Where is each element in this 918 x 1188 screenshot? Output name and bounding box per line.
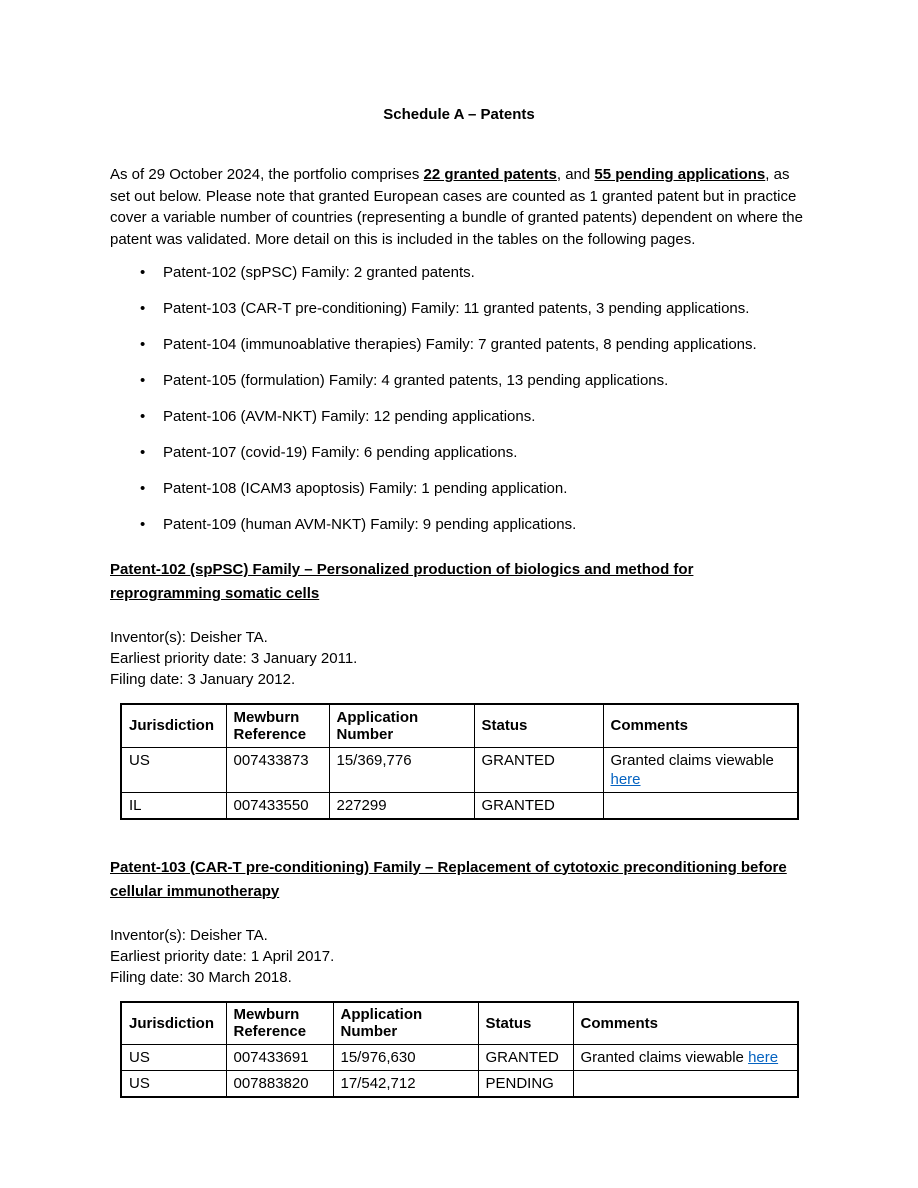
patent-family-text: Patent-109 (human AVM-NKT) Family: 9 pending applications. (163, 516, 577, 533)
section-meta (110, 627, 808, 690)
col-header-application-number: Application Number (333, 1002, 478, 1045)
reference-cell: 007433691 (226, 1045, 333, 1071)
granted-claims-link[interactable]: here (748, 1049, 779, 1066)
intro-text-1: As of 29 October 2024, the portfolio comprises (110, 166, 424, 183)
col-header-jurisdiction: Jurisdiction (121, 704, 226, 747)
table-header-row (121, 704, 798, 747)
col-header-application-number: Application Number (329, 704, 474, 747)
patent-family-item (110, 370, 808, 391)
section-heading: Patent-102 (spPSC) Family – Personalized production of biologics and method for reprogramming somatic cells (110, 561, 694, 602)
table-header-row (121, 1002, 798, 1045)
section-heading: Patent-103 (CAR-T pre-conditioning) Family – Replacement of cytotoxic preconditioning before cellular immunotherapy (110, 858, 787, 900)
jurisdiction-cell: US (121, 747, 226, 792)
status-cell: GRANTED (478, 1045, 573, 1071)
patent-table-103 (120, 1001, 799, 1099)
comments-cell (573, 1045, 798, 1071)
comment-text: Granted claims viewable (580, 1049, 749, 1066)
patent-family-text: Patent-106 (AVM-NKT) Family: 12 pending applications. (163, 408, 536, 425)
section-meta (110, 925, 808, 988)
inventors-line: Inventor(s): Deisher TA. (110, 629, 268, 646)
application-cell: 17/542,712 (333, 1071, 478, 1098)
table-row (121, 1045, 798, 1071)
table-row (121, 792, 798, 819)
table-row (121, 1071, 798, 1098)
granted-patents-count: 22 granted patents (423, 166, 557, 183)
patent-family-item (110, 514, 808, 535)
col-header-status: Status (474, 704, 603, 747)
table-row (121, 747, 798, 792)
intro-text-2: , and (556, 166, 595, 183)
priority-date-line: Earliest priority date: 1 April 2017. (110, 947, 335, 965)
comments-cell (603, 747, 798, 792)
patent-family-text: Patent-104 (immunoablative therapies) Family: 7 granted patents, 8 pending applications. (163, 336, 757, 353)
patent-family-item (110, 406, 808, 427)
patent-family-item (110, 298, 808, 319)
patent-family-item (110, 478, 808, 499)
status-cell: GRANTED (474, 747, 603, 792)
patent-family-text: Patent-102 (spPSC) Family: 2 granted patents. (163, 264, 475, 281)
patent-family-text: Patent-107 (covid-19) Family: 6 pending applications. (163, 444, 518, 461)
col-header-comments: Comments (603, 704, 798, 747)
col-header-comments: Comments (573, 1002, 798, 1045)
filing-date-line: Filing date: 30 March 2018. (110, 968, 292, 986)
reference-cell: 007433873 (226, 747, 329, 792)
intro-paragraph (110, 164, 808, 250)
reference-cell: 007433550 (226, 792, 329, 819)
status-cell: PENDING (478, 1071, 573, 1098)
section-patent-103 (110, 856, 808, 1099)
status-cell: GRANTED (474, 792, 603, 819)
application-cell: 227299 (329, 792, 474, 819)
jurisdiction-cell: US (121, 1045, 226, 1071)
col-header-jurisdiction: Jurisdiction (121, 1002, 226, 1045)
comments-cell (573, 1071, 798, 1098)
patent-family-item (110, 334, 808, 355)
granted-claims-link[interactable]: here (610, 770, 641, 788)
jurisdiction-cell: IL (121, 792, 226, 819)
patent-table-102 (120, 703, 799, 820)
col-header-mewburn-reference: Mewburn Reference (226, 1002, 333, 1045)
patent-family-text: Patent-108 (ICAM3 apoptosis) Family: 1 pending application. (163, 480, 568, 497)
priority-date-line: Earliest priority date: 3 January 2011. (110, 650, 358, 667)
section-patent-102 (110, 558, 808, 820)
document-title: Schedule A – Patents (383, 106, 535, 123)
col-header-status: Status (478, 1002, 573, 1045)
patent-family-item (110, 442, 808, 463)
patent-family-item (110, 262, 808, 283)
reference-cell: 007883820 (226, 1071, 333, 1098)
comment-text: Granted claims viewable (610, 751, 774, 769)
comments-cell (603, 792, 798, 819)
patent-family-list (110, 262, 808, 535)
application-cell: 15/976,630 (333, 1045, 478, 1071)
inventors-line: Inventor(s): Deisher TA. (110, 926, 268, 944)
jurisdiction-cell: US (121, 1071, 226, 1098)
intro-text-3: , as set out below. Please note that granted European cases are counted as 1 granted patent but in practice cover a variable number of countries (representing a bundle of granted patents) dependent on where the patent was validated. More detail on this is included in the tables on the following pages. (110, 166, 803, 248)
patent-family-text: Patent-105 (formulation) Family: 4 granted patents, 13 pending applications. (163, 372, 669, 389)
patent-family-text: Patent-103 (CAR-T pre-conditioning) Family: 11 granted patents, 3 pending applications. (163, 300, 750, 317)
pending-applications-count: 55 pending applications (594, 166, 766, 183)
col-header-mewburn-reference: Mewburn Reference (226, 704, 329, 747)
filing-date-line: Filing date: 3 January 2012. (110, 671, 296, 688)
application-cell: 15/369,776 (329, 747, 474, 792)
